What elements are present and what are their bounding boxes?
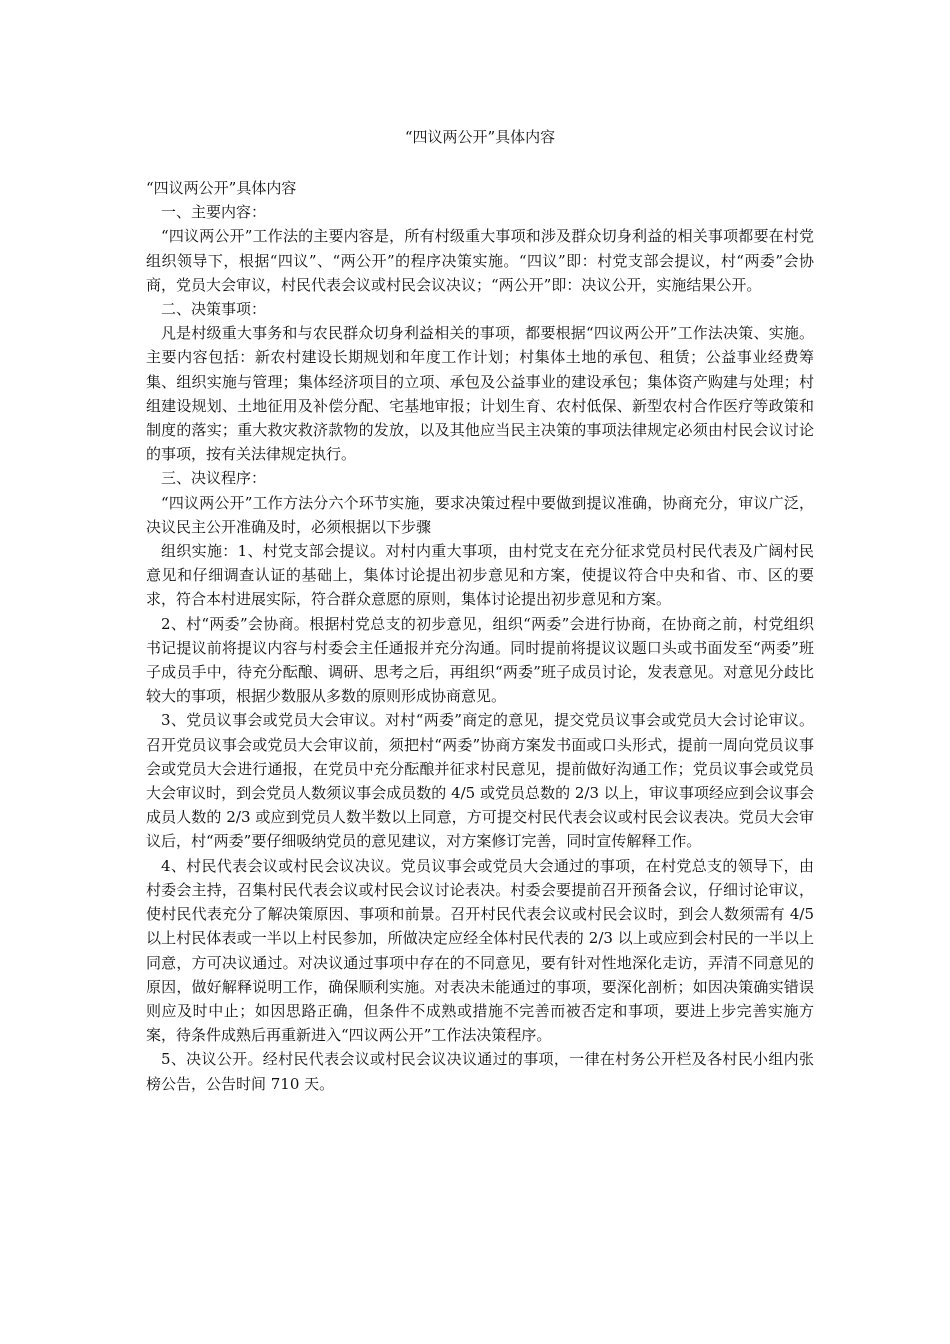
document-body: [146, 176, 814, 1096]
paragraph-main-content: “四议两公开”工作法的主要内容是，所有村级重大事项和涉及群众切身利益的相关事项都要在村党组织领导下，根据“四议”、“两公开”的程序决策实施。“四议”即：村党支部会提议，村“两委”会协商，党员大会审议，村民代表会议或村民会议决议；“两公开”即：决议公开，实施结果公开。: [146, 227, 814, 294]
paragraph-decision-items: 凡是村级重大事务和与农民群众切身利益相关的事项，都要根据“四议两公开”工作法决策、实施。主要内容包括：新农村建设长期规划和年度工作计划；村集体土地的承包、租赁；公益事业经费筹集、组织实施与管理；集体经济项目的立项、承包及公益事业的建设承包；集体资产购建与处理；村组建设规划、土地征用及补偿分配、宅基地审报；计划生育、农村低保、新型农村合作医疗等政策和制度的落实；重大救灾救济款物的发放，以及其他应当民主决策的事项法律规定必须由村民会议讨论的事项，按有关法律规定执行。: [146, 324, 814, 464]
paragraph-step-2: 2、村“两委”会协商。根据村党总支的初步意见，组织“两委”会进行协商，在协商之前，村党组织书记提议前将提议内容与村委会主任通报并充分沟通。同时提前将提议议题口头或书面发至“两委”班子成员手中，待充分酝酿、调研、思考之后，再组织“两委”班子成员讨论，发表意见。对意见分歧比较大的事项，根据少数服从多数的原则形成协商意见。: [146, 614, 814, 706]
document-subtitle: “四议两公开”具体内容: [146, 179, 297, 197]
document-title: “四议两公开”具体内容: [404, 128, 556, 146]
section-heading-resolution-procedure: 三、决议程序：: [161, 469, 267, 488]
paragraph-step-5: 5、决议公开。经村民代表会议或村民会议决议通过的事项，一律在村务公开栏及各村民小组内张榜公告，公告时间 710 天。: [146, 1050, 814, 1093]
paragraph-procedure-intro: “四议两公开”工作方法分六个环节实施，要求决策过程中要做到提议准确，协商充分，审议广泛，决议民主公开准确及时，必须根据以下步骤: [146, 493, 814, 536]
section-heading-main-content: 一、主要内容：: [161, 203, 267, 222]
section-heading-decision-items: 二、决策事项：: [161, 300, 267, 319]
paragraph-step-4: 4、村民代表会议或村民会议决议。党员议事会或党员大会通过的事项，在村党总支的领导下，由村委会主持，召集村民代表会议或村民会议讨论表决。村委会要提前召开预备会议，仔细讨论审议，使村民代表充分了解决策原因、事项和前景。召开村民代表会议或村民会议时，到会人数须需有 4/5 以上村民体表或一半以上村民参加，所做决定应经全体村民代表的 2/3 以上或应到会村民的一半以上同意，方可决议通过。对决议通过事项中存在的不同意见，要有针对性地深化走访，弄清不同意见的原因，做好解释说明工作，确保顺利实施。对表决未能通过的事项，要深化剖析；如因决策确实错误则应及时中止；如因思路正确，但条件不成熟或措施不完善而被否定和事项，要进上步完善实施方案，待条件成熟后再重新进入“四议两公开”工作法决策程序。: [146, 856, 814, 1045]
paragraph-step-3: 3、党员议事会或党员大会审议。对村“两委”商定的意见，提交党员议事会或党员大会讨论审议。召开党员议事会或党员大会审议前，须把村“两委”协商方案发书面或口头形式，提前一周向党员议事会或党员大会进行通报，在党员中充分酝酿并征求村民意见，提前做好沟通工作；党员议事会或党员大会审议时，到会党员人数须议事会成员数的 4/5 或党员总数的 2/3 以上，审议事项经应到会议事会成员人数的 2/3 或应到党员人数半数以上同意，方可提交村民代表会议或村民会议表决。党员大会审议后，村“两委”要仔细吸纳党员的意见建议，对方案修订完善，同时宣传解释工作。: [146, 711, 814, 851]
paragraph-step-1: 组织实施：1、村党支部会提议。对村内重大事项，由村党支在充分征求党员村民代表及广阔村民意见和仔细调查认证的基础上，集体讨论提出初步意见和方案，使提议符合中央和省、市、区的要求，符合本村进展实际，符合群众意愿的原则，集体讨论提出初步意见和方案。: [146, 542, 814, 609]
